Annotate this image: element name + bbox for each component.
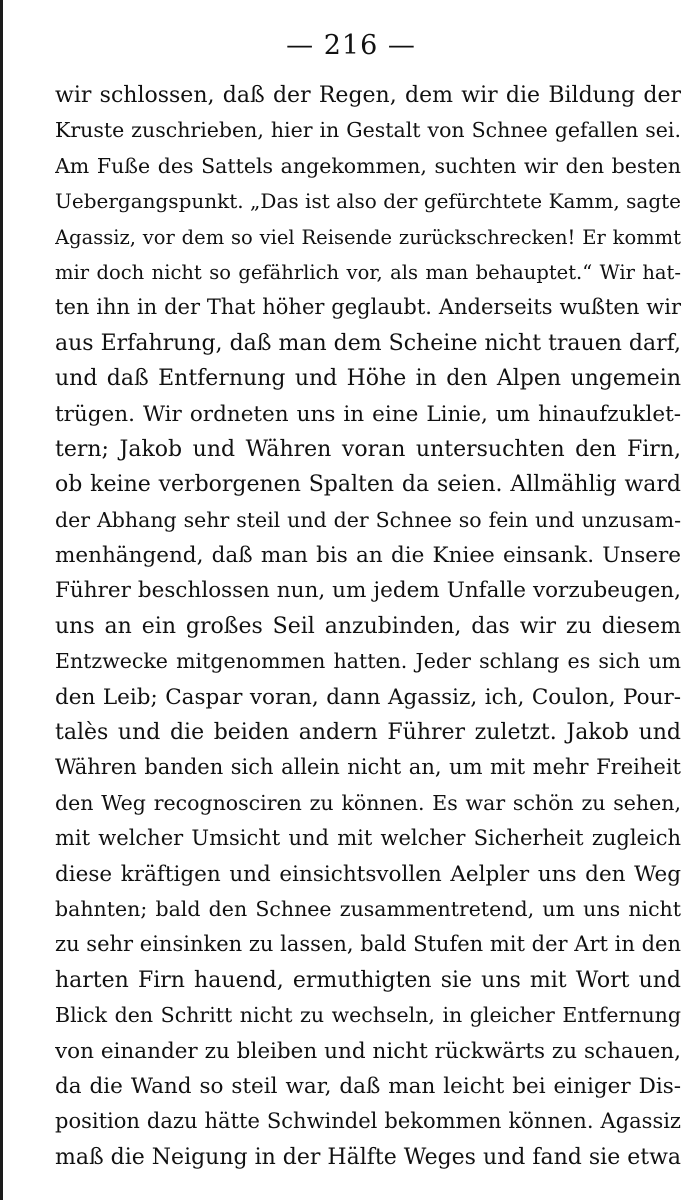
text-line: menhängend, daß man bis an die Kniee einsank. Unsere bbox=[55, 543, 681, 569]
text-line: harten Firn hauend, ermuthigten sie uns mit Wort und bbox=[55, 967, 681, 993]
text-line: mir doch nicht so gefährlich vor, als man behauptet.“ Wir hat- bbox=[55, 260, 681, 284]
text-line: ob keine verborgenen Spalten da seien. Allmählig ward bbox=[55, 472, 681, 498]
text-line: tern; Jakob und Währen voran untersuchten den Firn, bbox=[55, 436, 681, 462]
text-line: Blick den Schritt nicht zu wechseln, in gleicher Entfernung bbox=[55, 1003, 681, 1028]
text-line: von einander zu bleiben und nicht rückwärts zu schauen, bbox=[55, 1038, 681, 1064]
text-line: den Leib; Caspar voran, dann Agassiz, ich, Coulon, Pour- bbox=[55, 684, 681, 710]
text-line: position dazu hätte Schwindel bekommen können. Agassiz bbox=[55, 1109, 681, 1134]
text-line: bahnten; bald den Schnee zusammentretend, um uns nicht bbox=[55, 896, 681, 921]
text-line: talès und die beiden andern Führer zuletzt. Jakob und bbox=[55, 720, 681, 746]
text-line: aus Erfahrung, daß man dem Scheine nicht trauen darf, bbox=[55, 330, 681, 356]
text-line: und daß Entfernung und Höhe in den Alpen ungemein bbox=[55, 366, 681, 392]
page-number: — 216 — bbox=[286, 30, 416, 61]
text-line: Währen banden sich allein nicht an, um mit mehr Freiheit bbox=[55, 755, 681, 780]
text-line: da die Wand so steil war, daß man leicht bei einiger Dis- bbox=[55, 1073, 681, 1099]
text-line: ten ihn in der That höher geglaubt. Anderseits wußten wir bbox=[55, 295, 681, 320]
text-line: Agassiz, vor dem so viel Reisende zurückschrecken! Er kommt bbox=[55, 225, 681, 249]
text-line: der Abhang sehr steil und der Schnee so fein und unzusam- bbox=[55, 507, 681, 532]
text-line: wir schlossen, daß der Regen, dem wir die Bildung der bbox=[55, 83, 681, 108]
text-line: uns an ein großes Seil anzubinden, das wir zu diesem bbox=[55, 613, 681, 639]
text-line: Uebergangspunkt. „Das ist also der gefürchtete Kamm, sagte bbox=[55, 189, 681, 214]
text-line: zu sehr einsinken zu lassen, bald Stufen mit der Art in den bbox=[55, 932, 681, 957]
text-line: mit welcher Umsicht und mit welcher Sicherheit zugleich bbox=[55, 826, 681, 851]
text-line: Am Fuße des Sattels angekommen, suchten wir den besten bbox=[55, 153, 681, 178]
text-line: den Weg recognosciren zu können. Es war schön zu sehen, bbox=[55, 790, 681, 815]
text-line: maß die Neigung in der Hälfte Weges und fand sie etwa bbox=[55, 1144, 681, 1170]
body-text bbox=[55, 78, 681, 1175]
text-line: Entzwecke mitgenommen hatten. Jeder schlang es sich um bbox=[55, 649, 681, 674]
text-line: Führer beschlossen nun, um jedem Unfalle vorzubeugen, bbox=[55, 578, 681, 604]
text-line: Kruste zuschrieben, hier in Gestalt von Schnee gefallen sei. bbox=[55, 118, 681, 143]
text-line: trügen. Wir ordneten uns in eine Linie, um hinaufzuklet- bbox=[55, 401, 681, 427]
text-line: diese kräftigen und einsichtsvollen Aelpler uns den Weg bbox=[55, 861, 681, 887]
